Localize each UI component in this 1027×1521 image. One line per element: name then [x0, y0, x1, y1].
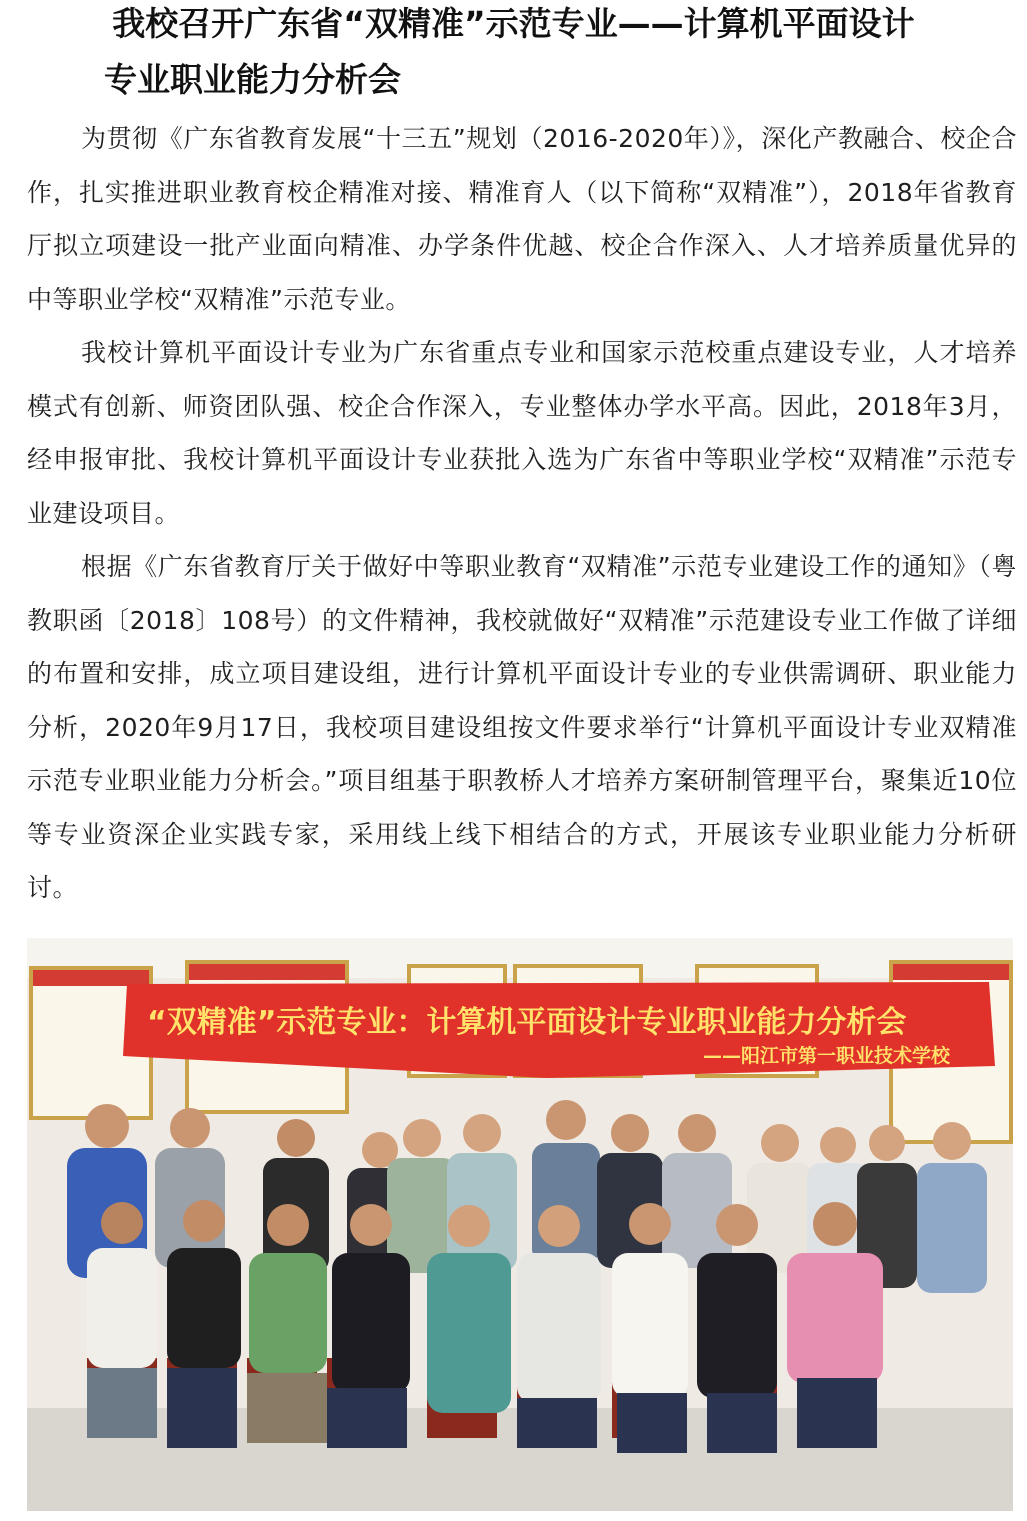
paragraph-3: 根据《广东省教育厅关于做好中等职业教育“双精准”示范专业建设工作的通知》（粤教职函〔2018〕108号）的文件精神，我校就做好“双精准”示范建设专业工作做了详细的布置和安排，成立项目建设组，进行计算机平面设计专业的专业供需调研、职业能力分析，2020年9月17日，我校项目建设组按文件要求举行“计算机平面设计专业双精准示范专业职业能力分析会。”项目组基于职教桥人才培养方案研制管理平台，聚集近10位等专业资深企业实践专家，采用线上线下相结合的方式，开展该专业职业能力分析研讨。 [27, 552, 1017, 902]
banner-main-text: “双精准”示范专业：计算机平面设计专业职业能力分析会 [147, 1005, 907, 1040]
banner-sub-text: ——阳江市第一职业技术学校 [703, 1045, 951, 1067]
article-title-line-2: 专业职业能力分析会 [104, 60, 401, 99]
group-photo [27, 938, 1013, 1511]
paragraph-1: 为贯彻《广东省教育发展“十三五”规划（2016-2020年）》，深化产教融合、校企合作，扎实推进职业教育校企精准对接、精准育人（以下简称“双精准”），2018年省教育厅拟立项建设一批产业面向精准、办学条件优越、校企合作深入、人才培养质量优异的中等职业学校“双精准”示范专业。 [27, 124, 1017, 314]
article-body [27, 112, 1017, 915]
paragraph-2: 我校计算机平面设计专业为广东省重点专业和国家示范校重点建设专业，人才培养模式有创新、师资团队强、校企合作深入，专业整体办学水平高。因此，2018年3月，经申报审批、我校计算机平面设计专业获批入选为广东省中等职业学校“双精准”示范专业建设项目。 [27, 338, 1017, 528]
article-title-line-1: 我校召开广东省“双精准”示范专业——计算机平面设计 [112, 4, 915, 43]
